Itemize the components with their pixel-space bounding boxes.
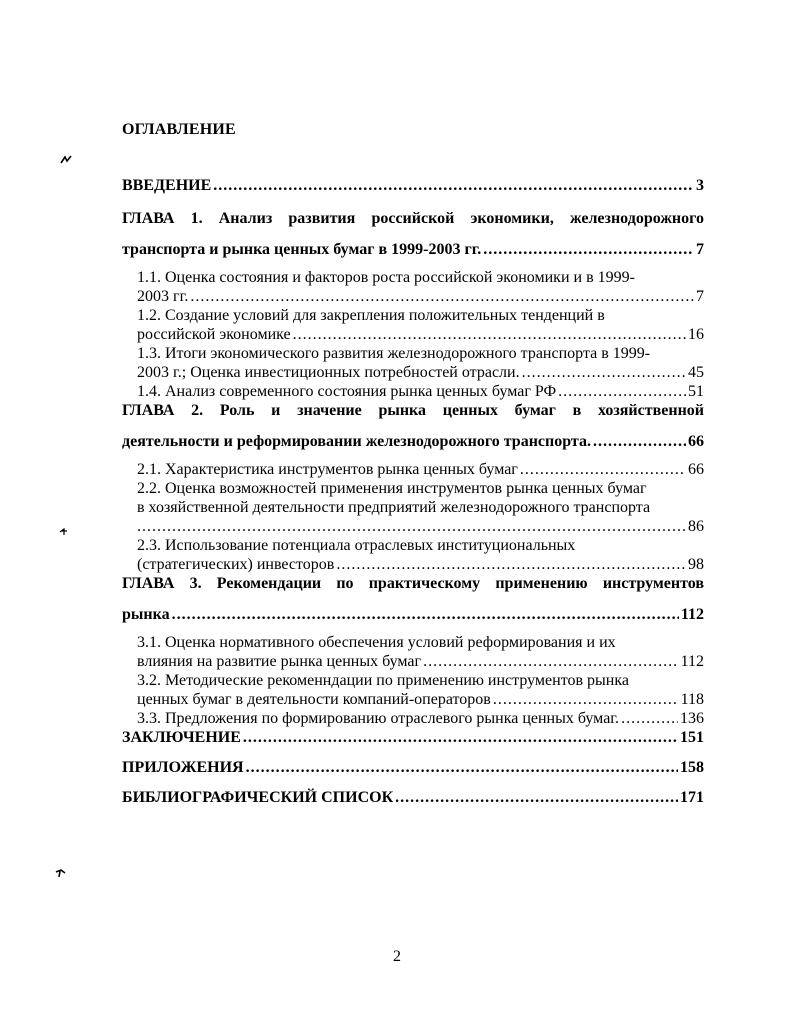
toc-page-number: 151 xyxy=(680,729,704,746)
leader-dots xyxy=(336,555,686,574)
leader-dots xyxy=(395,788,678,807)
leader-dots xyxy=(483,240,694,259)
toc-entry-label: 3.2. Методические рекоменндации по применению инструментов рынка xyxy=(137,672,629,689)
leader-dots xyxy=(293,325,686,344)
toc-entry-1-3[interactable] xyxy=(137,344,704,382)
toc-entry-label: 1.4. Анализ современного состояния рынка ценных бумаг РФ xyxy=(137,383,557,400)
table-of-contents xyxy=(122,176,704,807)
toc-entry-label: 1.1. Оценка состояния и факторов роста российской экономики и в 1999- xyxy=(137,269,635,286)
leader-dots xyxy=(246,758,678,777)
leader-dots xyxy=(423,652,679,671)
toc-page-number: 16 xyxy=(688,326,704,343)
toc-page-number: 112 xyxy=(680,653,704,670)
toc-entry-label: 3.1. Оценка нормативного обеспечения условий реформирования и их xyxy=(137,634,616,651)
leader-dots xyxy=(213,176,694,195)
toc-entry-chapter-3[interactable] xyxy=(122,574,704,624)
toc-entry-intro[interactable] xyxy=(122,176,704,195)
toc-page-number: 3 xyxy=(696,177,704,194)
toc-entry-label-cont: (стратегических) инвесторов xyxy=(137,556,335,573)
toc-entry-label: БИБЛИОГРАФИЧЕСКИЙ СПИСОК xyxy=(122,789,394,806)
toc-entry-label: ГЛАВА 3. Рекомендации по практическому применению инструментов xyxy=(122,575,704,592)
toc-page-number: 45 xyxy=(688,364,704,381)
toc-entry-label-cont: рынка xyxy=(122,606,170,623)
toc-page-number: 98 xyxy=(688,556,704,573)
toc-entry-label: 2.1. Характеристика инструментов рынка ценных бумаг xyxy=(137,461,518,478)
toc-page-number: 158 xyxy=(680,759,704,776)
toc-entry-label: 2.2. Оценка возможностей применения инструментов рынка ценных бумаг xyxy=(137,480,647,497)
toc-entry-3-2[interactable] xyxy=(137,671,704,709)
leader-dots xyxy=(558,382,686,401)
toc-entry-label: 1.3. Итоги экономического развития железнодорожного транспорта в 1999- xyxy=(137,345,651,362)
toc-entry-label: ГЛАВА 2. Роль и значение рынка ценных бумаг в хозяйственной xyxy=(122,402,704,419)
toc-heading: ОГЛАВЛЕНИЕ xyxy=(122,121,236,138)
toc-entry-conclusion[interactable] xyxy=(122,728,704,747)
toc-entry-chapter-1[interactable] xyxy=(122,209,704,259)
leader-dots xyxy=(520,460,686,479)
toc-entry-label: 3.3. Предложения по формированию отраслевого рынка ценных бумаг. xyxy=(137,710,620,727)
toc-entry-label: 1.2. Создание условий для закрепления положительных тенденций в xyxy=(137,307,605,324)
toc-page-number: 136 xyxy=(680,710,704,727)
toc-page-number: 118 xyxy=(680,691,704,708)
toc-entry-1-1[interactable] xyxy=(137,268,704,306)
toc-entry-label-cont: ценных бумаг в деятельности компаний-операторов xyxy=(137,691,491,708)
toc-entry-bibliography[interactable] xyxy=(122,788,704,807)
leader-dots xyxy=(621,709,678,728)
toc-page-number: 171 xyxy=(680,789,704,806)
toc-entry-2-1[interactable] xyxy=(137,460,704,479)
toc-entry-label-cont: деятельности и реформировании железнодорожного транспорта. xyxy=(122,433,591,450)
leader-dots xyxy=(493,690,679,709)
toc-entry-label: ПРИЛОЖЕНИЯ xyxy=(122,759,244,776)
toc-entry-2-2[interactable] xyxy=(137,479,704,536)
toc-page-number: 66 xyxy=(688,461,704,478)
scan-speck-mark xyxy=(55,868,67,878)
leader-dots xyxy=(243,728,678,747)
scan-speck-mark xyxy=(60,155,72,165)
toc-page-number: 7 xyxy=(696,241,704,258)
toc-entry-appendix[interactable] xyxy=(122,758,704,777)
toc-entry-1-2[interactable] xyxy=(137,306,704,344)
toc-entry-3-1[interactable] xyxy=(137,633,704,671)
page-number: 2 xyxy=(393,948,401,965)
leader-dots xyxy=(190,287,694,306)
leader-dots xyxy=(593,432,686,451)
toc-page-number: 66 xyxy=(688,433,704,450)
leader-dots xyxy=(172,605,679,624)
toc-entry-label-cont: 2003 г.; Оценка инвестиционных потребностей отрасли. xyxy=(137,364,520,381)
scan-speck-mark xyxy=(58,526,70,536)
leader-dots xyxy=(137,517,686,536)
toc-entry-2-3[interactable] xyxy=(137,536,704,574)
toc-entry-label-cont: в хозяйственной деятельности предприятий железнодорожного транспорта xyxy=(137,499,651,516)
toc-entry-label-cont: транспорта и рынка ценных бумаг в 1999-2003 гг. xyxy=(122,241,482,258)
toc-page-number: 7 xyxy=(696,288,704,305)
toc-page-number: 51 xyxy=(688,383,704,400)
toc-entry-label-cont: 2003 гг. xyxy=(137,288,189,305)
toc-entry-label-cont: влияния на развитие рынка ценных бумаг xyxy=(137,653,422,670)
toc-entry-label: 2.3. Использование потенциала отраслевых институциональных xyxy=(137,537,576,554)
toc-entry-label: ЗАКЛЮЧЕНИЕ xyxy=(122,729,241,746)
leader-dots xyxy=(522,363,686,382)
toc-page-number: 86 xyxy=(688,518,704,535)
toc-entry-3-3[interactable] xyxy=(137,709,704,728)
toc-entry-label: ГЛАВА 1. Анализ развития российской экономики, железнодорожного xyxy=(122,210,704,227)
toc-page-number: 112 xyxy=(680,606,704,623)
toc-entry-label: ВВЕДЕНИЕ xyxy=(122,177,212,194)
toc-entry-label-cont: российской экономике xyxy=(137,326,291,343)
toc-entry-chapter-2[interactable] xyxy=(122,401,704,451)
toc-entry-1-4[interactable] xyxy=(137,382,704,401)
